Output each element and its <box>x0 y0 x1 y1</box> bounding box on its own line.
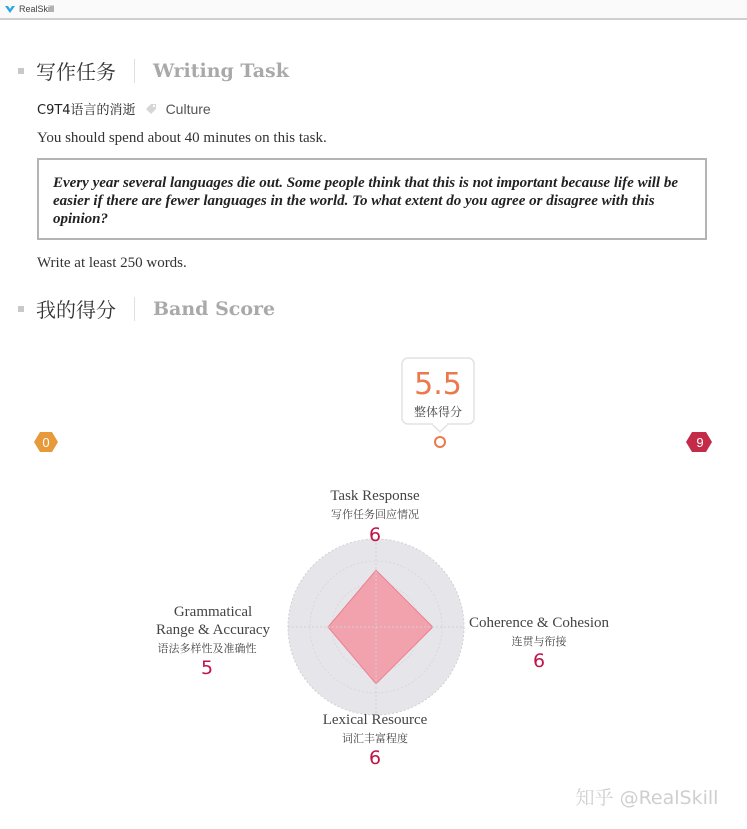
watermark: 知乎 @RealSkill <box>575 787 719 809</box>
axis-label-cn: 写作任务回应情况 <box>331 508 419 521</box>
slider-max-label: 9 <box>696 435 704 450</box>
overall-score-value: 5.5 <box>414 367 462 402</box>
writing-task-heading <box>18 56 289 85</box>
word-requirement: Write at least 250 words. <box>37 255 187 271</box>
heading-en: Writing Task <box>153 59 289 82</box>
prompt-box <box>37 158 707 240</box>
task-code: C9T4语言的消逝 <box>37 103 136 118</box>
prompt-text: Every year several languages die out. Some people think that this is not important because life will be easier if there are fewer languages in the world. To what extent do you agree or disagree with this opinion? <box>53 175 678 227</box>
axis-score: 5 <box>200 657 214 679</box>
axis-grammatical-range-accuracy <box>156 604 271 679</box>
task-instruction: You should spend about 40 minutes on this task. <box>37 130 327 146</box>
band-score-heading <box>18 294 275 323</box>
radar-chart <box>288 539 464 715</box>
task-tag[interactable]: Culture <box>165 100 211 117</box>
app-name: RealSkill <box>19 4 55 14</box>
app-logo <box>4 2 54 16</box>
axis-score: 6 <box>368 747 382 769</box>
axis-score: 6 <box>532 650 546 672</box>
bullet-square <box>18 306 24 312</box>
task-meta <box>37 99 211 118</box>
axis-label-en: Lexical Resource <box>322 712 428 728</box>
callout-pointer <box>432 424 448 432</box>
axis-label-en: Task Response <box>330 488 420 504</box>
band-score-chart <box>0 340 747 829</box>
heading-cn: 写作任务 <box>36 60 116 84</box>
axis-label-cn: 连贯与衔接 <box>511 635 567 648</box>
slider-min-label: 0 <box>42 435 50 450</box>
overall-score-label: 整体得分 <box>413 405 463 419</box>
heading-separator <box>134 297 135 321</box>
overall-score-callout <box>402 358 474 432</box>
heading-separator <box>134 59 135 83</box>
bullet-square <box>18 68 24 74</box>
axis-label-en: Grammatical Range & Accuracy <box>155 604 271 638</box>
axis-label-en: Coherence & Cohesion <box>469 615 609 631</box>
axis-task-response <box>330 488 420 546</box>
heading-en: Band Score <box>153 297 276 320</box>
axis-label-cn: 词汇丰富程度 <box>342 732 408 745</box>
axis-score: 6 <box>368 524 382 546</box>
realskill-logo-icon <box>4 3 16 15</box>
tag-icon <box>144 102 158 116</box>
top-bar <box>0 0 747 20</box>
axis-coherence-cohesion <box>469 615 609 672</box>
axis-label-cn: 语法多样性及准确性 <box>157 642 257 655</box>
score-slider <box>34 432 712 452</box>
slider-marker <box>435 437 445 447</box>
heading-cn: 我的得分 <box>36 298 116 322</box>
axis-lexical-resource <box>323 712 428 769</box>
